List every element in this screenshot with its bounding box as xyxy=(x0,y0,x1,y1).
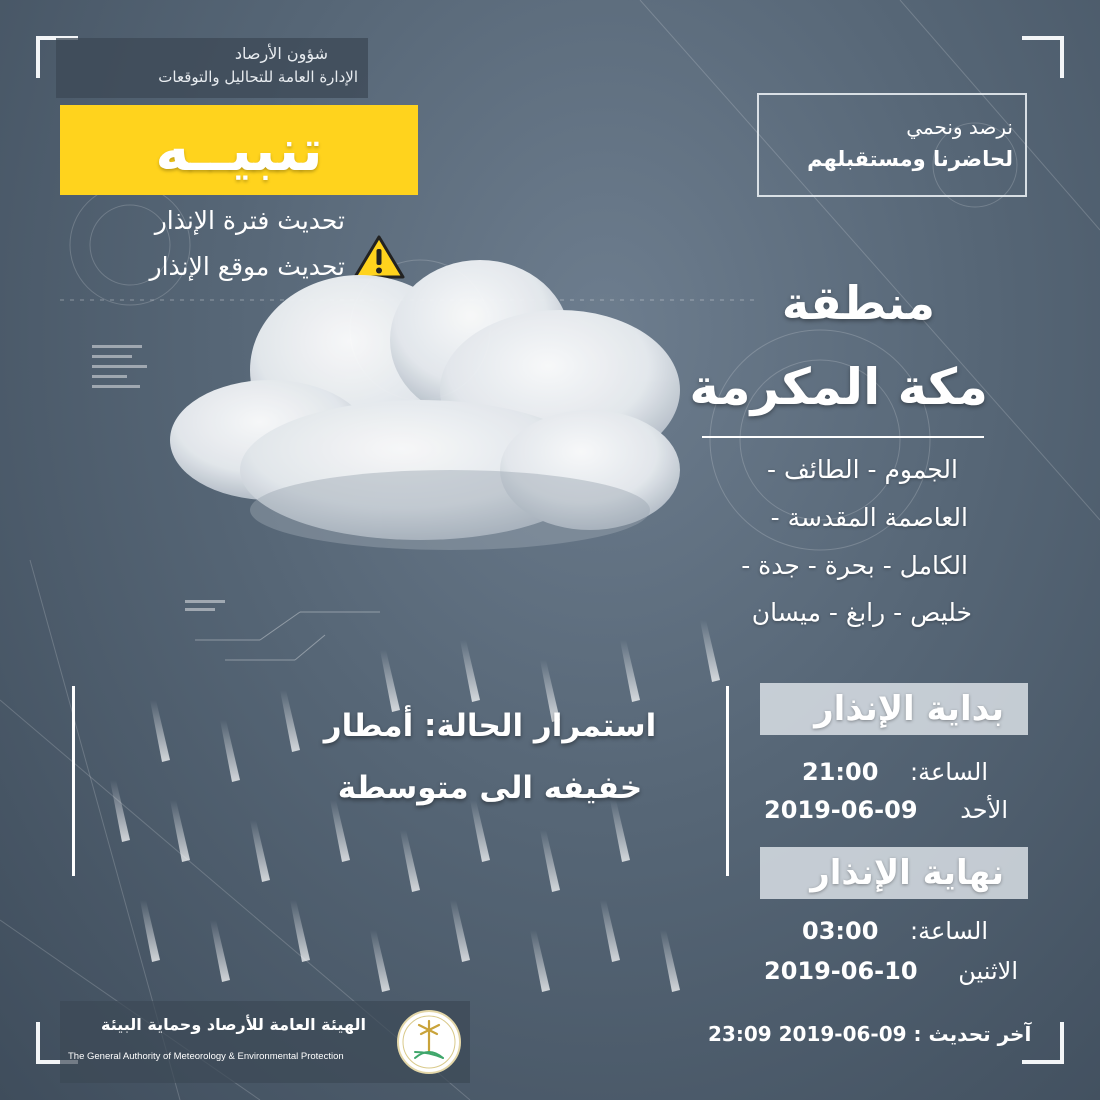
slogan-box xyxy=(757,93,1027,197)
governorates-line: خليص - رابغ - ميسان xyxy=(751,598,972,627)
department-line1: شؤون الأرصاد xyxy=(234,44,328,63)
slogan-line2: لحاضرنا ومستقبلهم xyxy=(807,147,1013,171)
slogan-line1: نرصد ونحمي xyxy=(906,115,1013,139)
warning-start-header xyxy=(760,683,1028,735)
end-time-label: الساعة: xyxy=(910,917,988,945)
end-date-value: 2019-06-10 xyxy=(764,957,918,985)
authority-name-en: The General Authority of Meteorology & Environmental Protection xyxy=(68,1051,344,1062)
warning-start-title: بداية الإنذار xyxy=(814,689,1004,729)
start-date-value: 2019-06-09 xyxy=(764,796,918,824)
status-bracket-right xyxy=(712,686,729,876)
palm-swords-emblem-icon xyxy=(395,1008,463,1076)
region-name: مكة المكرمة xyxy=(689,358,988,416)
warning-end-title: نهاية الإنذار xyxy=(810,853,1004,893)
governorates-line: الكامل - بحرة - جدة - xyxy=(741,551,968,580)
update-location-text: تحديث موقع الإنذار xyxy=(149,252,345,281)
start-time-value: 21:00 xyxy=(802,758,879,786)
end-time-value: 03:00 xyxy=(802,917,879,945)
status-bracket-left xyxy=(72,686,89,876)
rain-cloud-icon xyxy=(150,240,710,580)
status-text: استمرار الحالة: أمطار خفيفه الى متوسطة xyxy=(323,708,657,806)
warning-end-header xyxy=(760,847,1028,899)
frame-corner-top-right xyxy=(1022,36,1064,78)
end-day-label: الاثنين xyxy=(958,957,1018,985)
last-update-value: 23:09 2019-06-09 xyxy=(708,1022,907,1046)
region-divider xyxy=(702,436,984,438)
start-day-label: الأحد xyxy=(960,796,1008,824)
last-update xyxy=(708,1022,1031,1046)
department-line2: الإدارة العامة للتحاليل والتوقعات xyxy=(158,68,358,86)
authority-name-ar: الهيئة العامة للأرصاد وحماية البيئة xyxy=(101,1015,366,1034)
department-header xyxy=(56,38,368,98)
update-period-text: تحديث فترة الإنذار xyxy=(154,206,345,235)
governorates-line: الجموم - الطائف - xyxy=(767,455,958,484)
region-label: منطقة xyxy=(781,276,935,330)
start-time-label: الساعة: xyxy=(910,758,988,786)
alert-badge xyxy=(60,105,418,195)
alert-title: تنبيــه xyxy=(155,116,323,184)
last-update-label: آخر تحديث : xyxy=(913,1022,1032,1046)
governorates-line: العاصمة المقدسة - xyxy=(770,503,968,532)
